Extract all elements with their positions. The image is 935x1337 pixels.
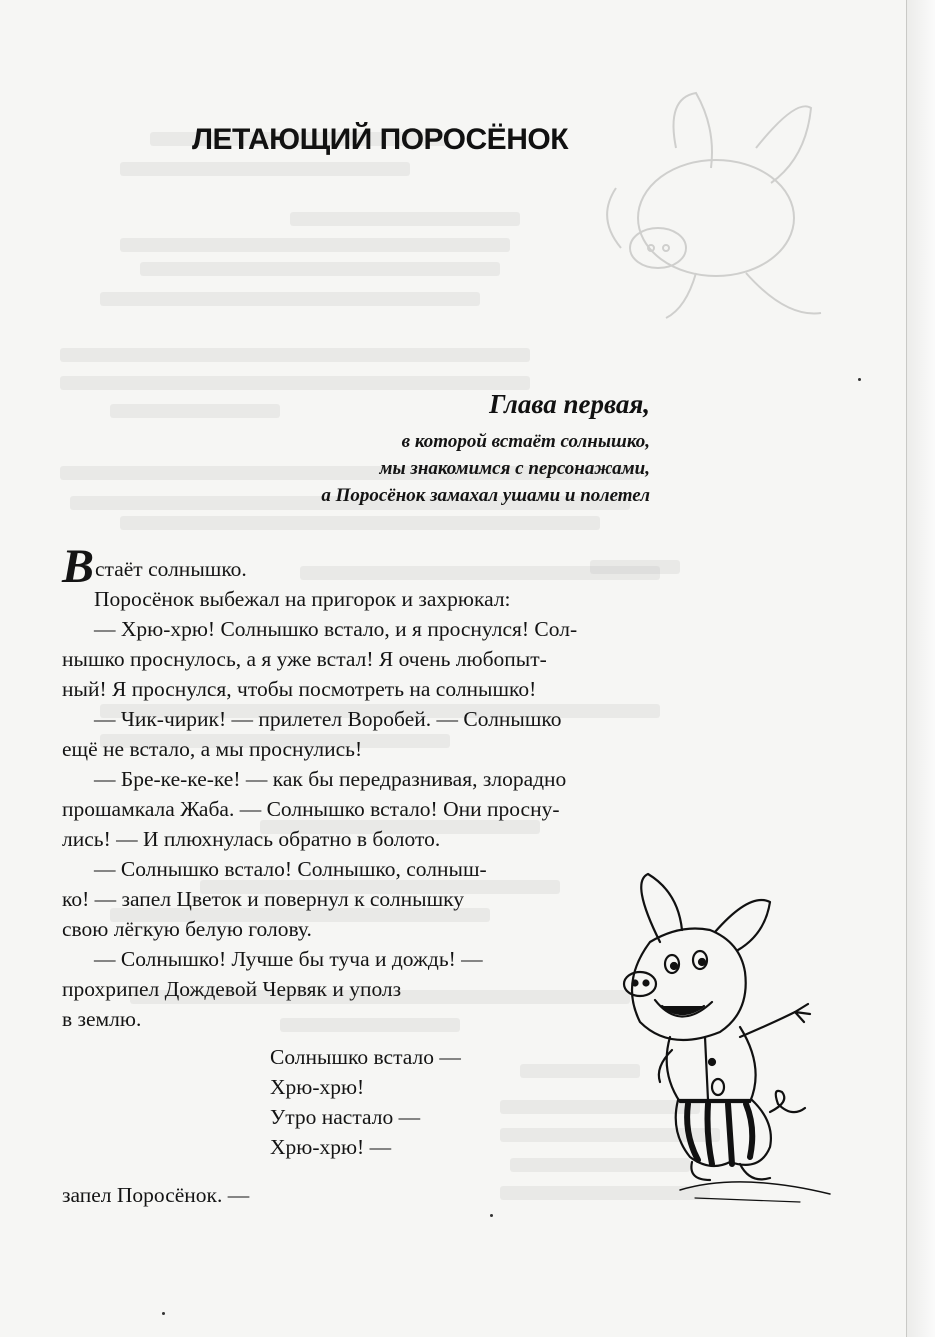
text-line: ный! Я проснулся, чтобы посмотреть на солнышко! [62,677,537,701]
poem-line: Хрю-хрю! [270,1075,365,1099]
poem-line: Солнышко встало — [270,1045,461,1069]
chapter-subtitle-line: в которой встаёт солнышко, [401,431,650,452]
text-line: — Чик-чирик! — прилетел Воробей. — Солнышко [94,707,562,731]
text-line: Поросёнок выбежал на пригорок и захрюкал: [94,587,511,611]
text-line: ко! — запел Цветок и повернул к солнышку [62,887,465,911]
chapter-subtitle [100,428,650,509]
opening-line-text: стаёт солнышко. [95,557,247,581]
pig-illustration-icon [600,872,860,1212]
text-line: ещё не встало, а мы проснулись! [62,737,363,761]
text-line: прохрипел Дождевой Червяк и уполз [62,977,402,1001]
story-text [62,540,692,1034]
flying-pig-showthrough-icon [596,78,826,328]
chapter-title: Глава первая, [489,389,650,419]
poem-line: Хрю-хрю! — [270,1135,392,1159]
text-line: — Солнышко встало! Солнышко, солныш- [94,857,487,881]
poem-verse [270,1042,461,1162]
paper-speck [490,1214,493,1217]
drop-cap: В [62,540,95,593]
poem-line: Утро настало — [270,1105,421,1129]
page-edge [906,0,935,1337]
book-title: ЛЕТАЮЩИЙ ПОРОСЁНОК [192,123,569,156]
text-line: свою лёгкую белую голову. [62,917,312,941]
text-line: — Бре-ке-ке-ке! — как бы передразнивая, злорадно [94,767,567,791]
text-line: лись! — И плюхнулась обратно в болото. [62,827,441,851]
opening-line [62,540,692,593]
text-line: — Хрю-хрю! Солнышко встало, и я проснулся! Сол- [94,617,578,641]
chapter-subtitle-line: мы знакомимся с персонажами, [379,458,650,479]
closing-line: запел Поросёнок. — [62,1183,250,1207]
text-line: в землю. [62,1007,142,1031]
text-line: прошамкала Жаба. — Солнышко встало! Они просну- [62,797,560,821]
paper-speck [858,378,861,381]
paper-speck [162,1312,165,1315]
chapter-subtitle-line: а Поросёнок замахал ушами и полетел [321,485,650,506]
text-line: нышко проснулось, а я уже встал! Я очень любопыт- [62,647,547,671]
text-line: — Солнышко! Лучше бы туча и дождь! — [94,947,483,971]
